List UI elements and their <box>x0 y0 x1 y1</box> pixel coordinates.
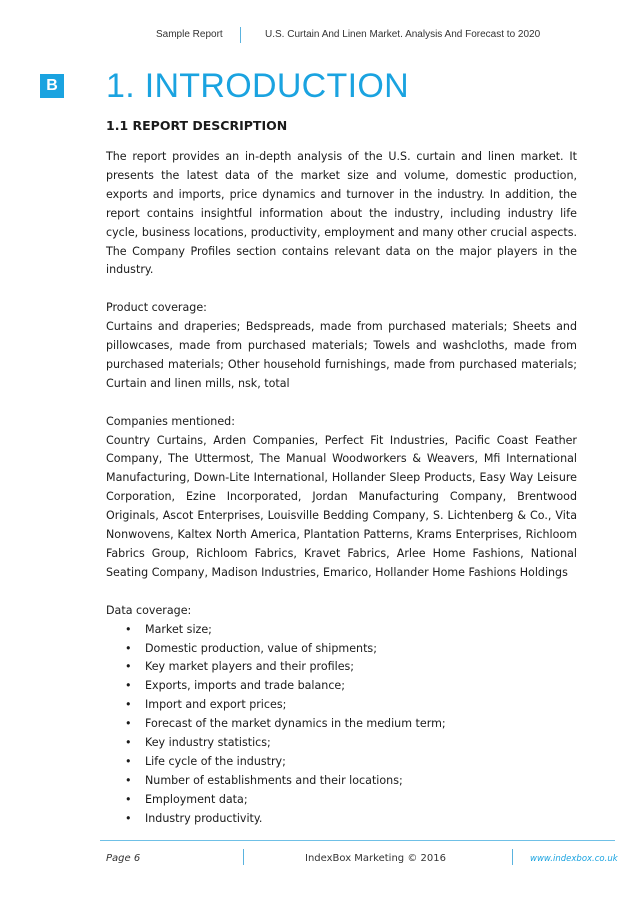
product-coverage-label: Product coverage: <box>106 301 207 315</box>
list-item: • Employment data; <box>106 791 577 810</box>
list-item: • Key industry statistics; <box>106 734 577 753</box>
list-item: • Market size; <box>106 621 577 640</box>
list-item: • Key market players and their profiles; <box>106 658 577 677</box>
page-footer <box>0 853 638 869</box>
companies-text: Country Curtains, Arden Companies, Perfect Fit Industries, Pacific Coast Feather Company, The Uttermost, The Manual Woodworkers & Weavers, Mfi International Manufacturing, Down-Lite International, Hollander Sleep Products, Easy Way Leisure Corporation, Ezine Incorporated, Jordan Manufacturing Company, Brentwood Originals, Ascot Enterprises, Louisville Bedding Company, S. Lichtenberg & Co., Vita Nonwovens, Kaltex North America, Plantation Patterns, Krams Enterprises, Richloom Fabrics Group, Richloom Fabrics, Kravet Fabrics, Arlee Home Fashions, National Seating Company, Madison Industries, Emarico, Hollander Home Fashions Holdings <box>106 433 577 579</box>
bullet-icon: • <box>125 641 132 655</box>
report-description: The report provides an in-depth analysis of the U.S. curtain and linen market. It presents the latest data of the market size and volume, domestic production, exports and imports, price dynamics and turnover in the industry. In addition, the report contains insightful information about the industry, including industry life cycle, business locations, productivity, employment and many other crucial aspects. The Company Profiles section contains relevant data on the major players in the industry. <box>106 150 577 277</box>
bullet-icon: • <box>125 792 132 806</box>
page-header <box>0 29 638 45</box>
list-item: • Number of establishments and their locations; <box>106 772 577 791</box>
list-item: • Import and export prices; <box>106 696 577 715</box>
footer-rule <box>100 840 615 841</box>
bullet-icon: • <box>125 660 132 674</box>
chapter-title: 1. INTRODUCTION <box>106 67 409 105</box>
list-item: • Domestic production, value of shipments; <box>106 640 577 659</box>
bullet-icon: • <box>125 679 132 693</box>
page-number: Page 6 <box>106 853 141 864</box>
bullet-icon: • <box>125 736 132 750</box>
footer-copyright: IndexBox Marketing © 2016 <box>305 853 446 864</box>
data-coverage-list <box>106 621 577 829</box>
website-link[interactable]: www.indexbox.co.uk <box>530 854 618 864</box>
data-coverage-label: Data coverage: <box>106 603 192 617</box>
header-report-type: Sample Report <box>156 29 223 40</box>
bullet-icon: • <box>125 811 132 825</box>
list-item: • Industry productivity. <box>106 810 577 829</box>
header-report-title: U.S. Curtain And Linen Market. Analysis And Forecast to 2020 <box>265 29 541 40</box>
bullet-icon: • <box>125 698 132 712</box>
list-item: • Exports, imports and trade balance; <box>106 677 577 696</box>
bullet-icon: • <box>125 717 132 731</box>
section-title: 1.1 REPORT DESCRIPTION <box>106 118 288 133</box>
bullet-icon: • <box>125 622 132 636</box>
companies-label: Companies mentioned: <box>106 414 235 428</box>
list-item: • Life cycle of the industry; <box>106 753 577 772</box>
report-content <box>106 148 577 829</box>
footer-separator <box>243 849 244 865</box>
list-item: • Forecast of the market dynamics in the medium term; <box>106 715 577 734</box>
section-badge-icon: B <box>40 74 64 98</box>
header-separator <box>240 27 241 43</box>
bullet-icon: • <box>125 773 132 787</box>
footer-separator <box>512 849 513 865</box>
bullet-icon: • <box>125 754 132 768</box>
product-coverage-text: Curtains and draperies; Bedspreads, made from purchased materials; Sheets and pillowcases, made from purchased materials; Towels and washcloths, made from purchased materials; Other household furnishings, made from purchased materials; Curtain and linen mills, nsk, total <box>106 320 577 390</box>
